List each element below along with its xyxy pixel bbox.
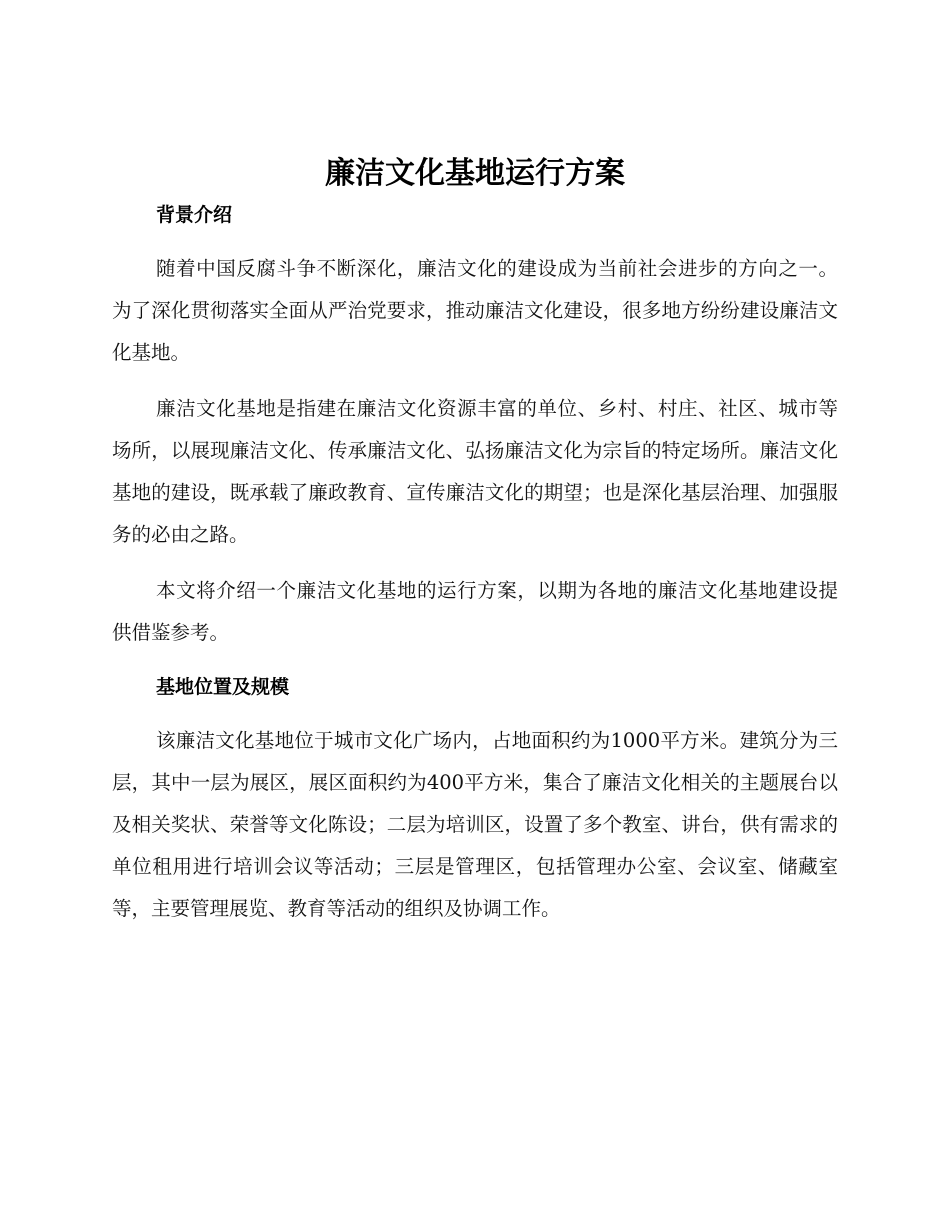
section-heading-location-scale: 基地位置及规模 [156,676,290,698]
paragraph: 廉洁文化基地是指建在廉洁文化资源丰富的单位、乡村、村庄、社区、城市等场所，以展现廉洁文化、传承廉洁文化、弘扬廉洁文化为宗旨的特定场所。廉洁文化基地的建设，既承载了廉政教育、宣传廉洁文化的期望；也是深化基层治理、加强服务的必由之路。 [112,397,838,546]
paragraph: 本文将介绍一个廉洁文化基地的运行方案，以期为各地的廉洁文化基地建设提供借鉴参考。 [112,579,838,644]
paragraph: 该廉洁文化基地位于城市文化广场内，占地面积约为1000平方米。建筑分为三层，其中一层为展区，展区面积约为400平方米，集合了廉洁文化相关的主题展台以及相关奖状、荣誉等文化陈设；二层为培训区，设置了多个教室、讲台，供有需求的单位租用进行培训会议等活动；三层是管理区，包括管理办公室、会议室、储藏室等，主要管理展览、教育等活动的组织及协调工作。 [112,729,838,920]
document-body [112,148,838,930]
section-heading-background: 背景介绍 [156,204,233,226]
document-title: 廉洁文化基地运行方案 [325,156,625,191]
paragraph: 随着中国反腐斗争不断深化，廉洁文化的建设成为当前社会进步的方向之一。为了深化贯彻落实全面从严治党要求，推动廉洁文化建设，很多地方纷纷建设廉洁文化基地。 [112,257,838,364]
